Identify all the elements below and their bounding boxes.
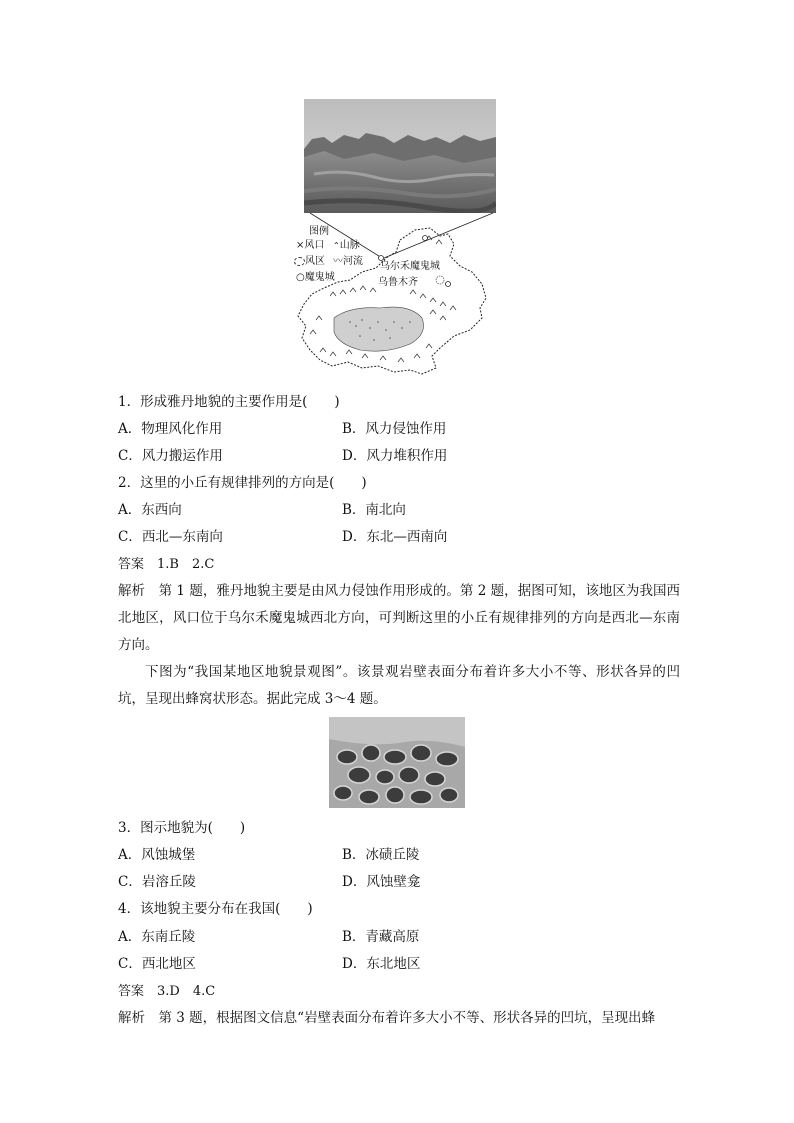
- question-2-option-a[interactable]: A．东西向: [118, 502, 182, 518]
- question-2-option-c[interactable]: C．西北—东南向: [118, 529, 223, 545]
- question-1-option-c[interactable]: C．风力搬运作用: [118, 448, 223, 464]
- question-3-option-c[interactable]: C．岩溶丘陵: [118, 874, 196, 890]
- intro-questions-3-4: 下图为“我国某地区地貌景观图”。该景观岩壁表面分布着许多大小不等、形状各异的凹坑，呈现出蜂窝状形态。据此完成 3～4 题。: [118, 664, 680, 707]
- question-4-option-b[interactable]: B．青藏高原: [342, 929, 420, 945]
- question-2-stem: 2．这里的小丘有规律排列的方向是( ): [118, 475, 367, 491]
- honeycomb-rock-photo: [329, 717, 465, 808]
- question-4-option-d[interactable]: D．东北地区: [342, 956, 421, 972]
- mountain-icon: ⌃: [333, 241, 340, 250]
- question-1-option-d[interactable]: D．风力堆积作用: [342, 448, 448, 464]
- legend-wind-gap: ×风口: [296, 240, 325, 251]
- ghost-city-icon: ○: [296, 272, 305, 283]
- legend-wind-zone: 风区: [294, 256, 325, 268]
- answer-1-2: 答案 1.B 2.C: [118, 557, 215, 572]
- map-legend-title: 图例: [309, 226, 329, 237]
- yardang-photo-image: [304, 99, 496, 213]
- legend-river: 〰河流: [333, 256, 363, 267]
- map-label-urumqi: 乌鲁木齐: [378, 277, 418, 288]
- question-1-option-b[interactable]: B．风力侵蚀作用: [342, 421, 447, 437]
- question-3-option-a[interactable]: A．风蚀城堡: [118, 847, 196, 863]
- question-4-option-c[interactable]: C．西北地区: [118, 956, 196, 972]
- question-2-option-b[interactable]: B．南北向: [342, 502, 406, 518]
- question-2-option-d[interactable]: D．东北—西南向: [342, 529, 448, 545]
- question-3-stem: 3．图示地貌为( ): [118, 820, 246, 836]
- explanation-3-4: 解析 第 3 题，根据图文信息“岩壁表面分布着许多大小不等、形状各异的凹坑，呈现出蜂: [118, 1010, 656, 1026]
- question-4-stem: 4．该地貌主要分布在我国( ): [118, 901, 313, 917]
- river-icon: 〰: [333, 256, 343, 267]
- legend-mountain: ⌃山脉: [333, 240, 360, 251]
- question-1-stem: 1．形成雅丹地貌的主要作用是( ): [118, 394, 340, 410]
- map-label-ghost-city: 乌尔禾魔鬼城: [380, 261, 440, 272]
- yardang-photo: [304, 99, 496, 213]
- legend-ghost-city: ○魔鬼城: [296, 272, 335, 283]
- question-3-option-d[interactable]: D．风蚀壁龛: [342, 874, 421, 890]
- explanation-1-2: 解析 第 1 题，雅丹地貌主要是由风力侵蚀作用形成的。第 2 题，据图可知，该地区为我国西北地区，风口位于乌尔禾魔鬼城西北方向，可判断这里的小丘有规律排列的方向是西北—东南方向。: [118, 583, 680, 653]
- wind-zone-icon: [294, 257, 305, 266]
- question-3-option-b[interactable]: B．冰碛丘陵: [342, 847, 420, 863]
- answer-3-4: 答案 3.D 4.C: [118, 984, 216, 999]
- question-4-option-a[interactable]: A．东南丘陵: [118, 929, 196, 945]
- question-1-option-a[interactable]: A．物理风化作用: [118, 421, 223, 437]
- honeycomb-rock-image: [329, 717, 465, 808]
- wind-gap-icon: ×: [296, 240, 305, 251]
